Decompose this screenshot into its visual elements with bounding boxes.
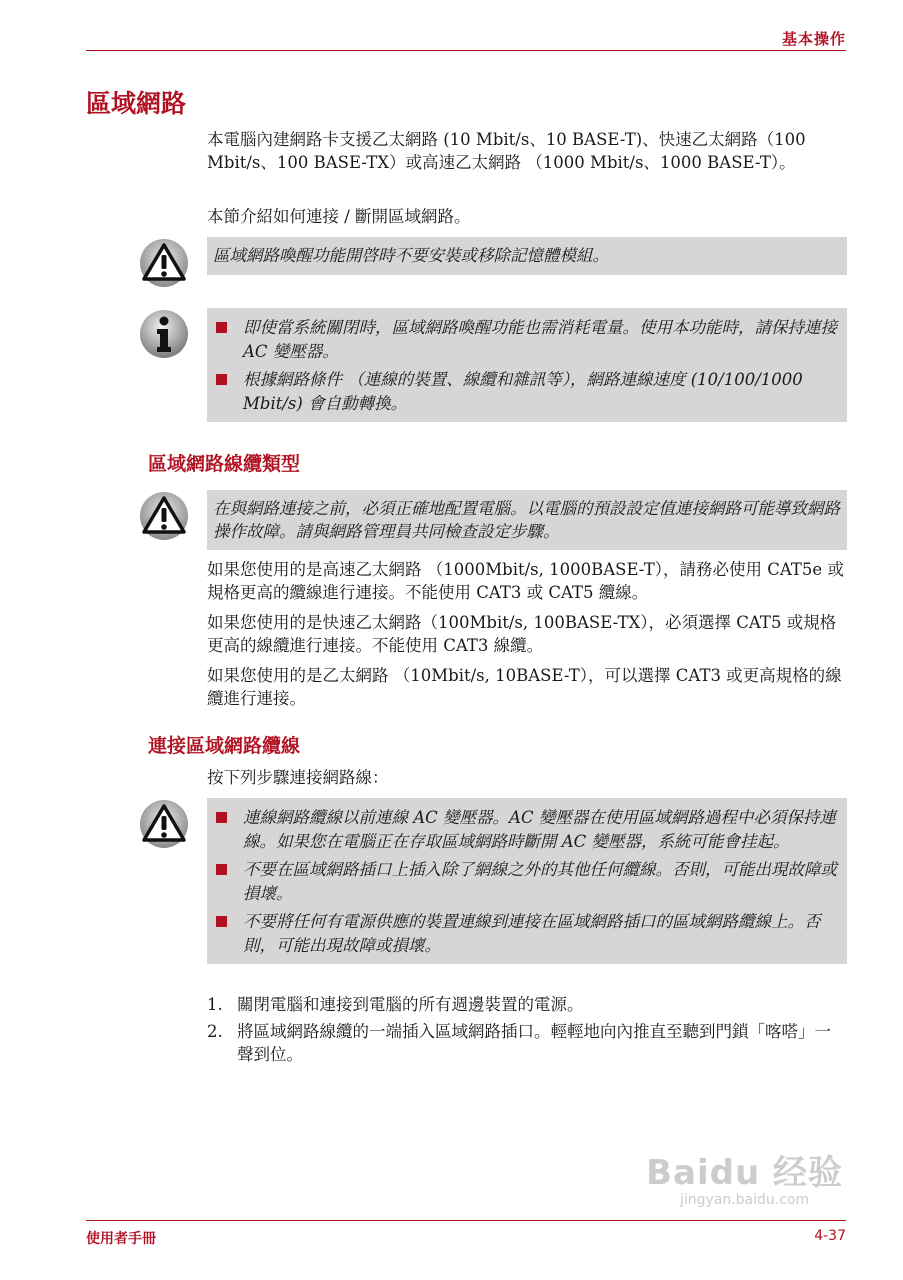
list-item (207, 993, 847, 1016)
section-heading-cable-types: 區域網路線纜類型 (148, 453, 301, 475)
cable-paragraph-gigabit: 如果您使用的是高速乙太網路 （1000Mbit/s, 1000BASE-T），請務必使用 CAT5e 或規格更高的纜線進行連接。不能使用 CAT3 或 CAT5 纜線。 (207, 560, 844, 602)
caution-item-text: 連線網路纜線以前連線 AC 變壓器。AC 變壓器在使用區域網路過程中必須保持連線。如果您在電腦正在存取區域網路時斷開 AC 變壓器，系統可能會挂起。 (243, 808, 836, 851)
caution-note-configure (207, 490, 847, 550)
steps-list (207, 993, 847, 1070)
watermark (646, 1145, 843, 1208)
info-item-text: 即使當系統關閉時，區域網路喚醒功能也需消耗電量。使用本功能時，請保持連接 AC 變壓器。 (243, 318, 837, 361)
bullet-square-icon (216, 322, 227, 333)
caution-text: 區域網路喚醒功能開啓時不要安裝或移除記憶體模組。 (213, 246, 609, 265)
cable-paragraph-ethernet: 如果您使用的是乙太網路 （10Mbit/s, 10BASE-T），可以選擇 CAT3 或更高規格的線纜進行連接。 (207, 666, 842, 708)
list-item (213, 316, 841, 364)
watermark-url: jingyan.baidu.com (679, 1192, 810, 1208)
list-item (213, 806, 841, 854)
footer-rule (86, 1220, 846, 1221)
intro-paragraph-1: 本電腦內建網路卡支援乙太網路 (10 Mbit/s、10 BASE-T)、快速乙太網路（100 Mbit/s、100 BASE-TX）或高速乙太網路 （1000 Mbit/s、1000 BASE-T）。 (207, 130, 806, 172)
step-number: 1. (207, 995, 223, 1014)
list-item (213, 910, 841, 958)
page-number: 4-37 (814, 1228, 846, 1244)
page-title: 區域網路 (86, 89, 187, 118)
header-rule (86, 50, 846, 51)
bullet-square-icon (216, 864, 227, 875)
caution-item-text: 不要在區域網路插口上插入除了網線之外的其他任何纜線。否則，可能出現故障或損壞。 (243, 860, 837, 903)
list-item (213, 858, 841, 906)
info-icon (138, 308, 190, 360)
list-item (213, 368, 841, 416)
warning-triangle-icon (138, 490, 190, 542)
bullet-square-icon (216, 812, 227, 823)
connect-intro: 按下列步驟連接網路線： (207, 768, 389, 787)
info-item-text: 根據網路條件 （連線的裝置、線纜和雜訊等），網路連線速度 (10/100/1000 Mbit/s) 會自動轉換。 (243, 370, 803, 413)
header-section-title: 基本操作 (781, 30, 846, 48)
info-note-wol (207, 308, 847, 422)
warning-triangle-icon (138, 237, 190, 289)
step-number: 2. (207, 1022, 223, 1041)
intro-paragraph-2: 本節介紹如何連接 / 斷開區域網路。 (207, 207, 471, 226)
step-text: 將區域網路線纜的一端插入區域網路插口。輕輕地向內推直至聽到門鎖「喀嗒」一聲到位。 (237, 1022, 831, 1064)
section-heading-connect-cable: 連接區域網路纜線 (148, 735, 301, 757)
step-text: 關閉電腦和連接到電腦的所有週邊裝置的電源。 (237, 995, 584, 1014)
bullet-square-icon (216, 374, 227, 385)
list-item (207, 1020, 847, 1066)
caution-note-connect (207, 798, 847, 964)
caution-item-text: 不要將任何有電源供應的裝置連線到連接在區域網路插口的區域網路纜線上。否則，可能出現故障或損壞。 (243, 912, 821, 955)
cable-paragraph-fast: 如果您使用的是快速乙太網路（100Mbit/s, 100BASE-TX），必須選擇 CAT5 或規格更高的線纜進行連接。不能使用 CAT3 線纜。 (207, 613, 837, 655)
caution-text: 在與網路連接之前，必須正確地配置電腦。以電腦的預設設定值連接網路可能導致網路操作故障。請與網路管理員共同檢查設定步驟。 (213, 499, 840, 541)
watermark-logo: Baidu 经验 (646, 1153, 843, 1193)
caution-note-wol-memory (207, 237, 847, 275)
warning-triangle-icon (138, 798, 190, 850)
footer-manual-title: 使用者手冊 (86, 1231, 156, 1247)
bullet-square-icon (216, 916, 227, 927)
